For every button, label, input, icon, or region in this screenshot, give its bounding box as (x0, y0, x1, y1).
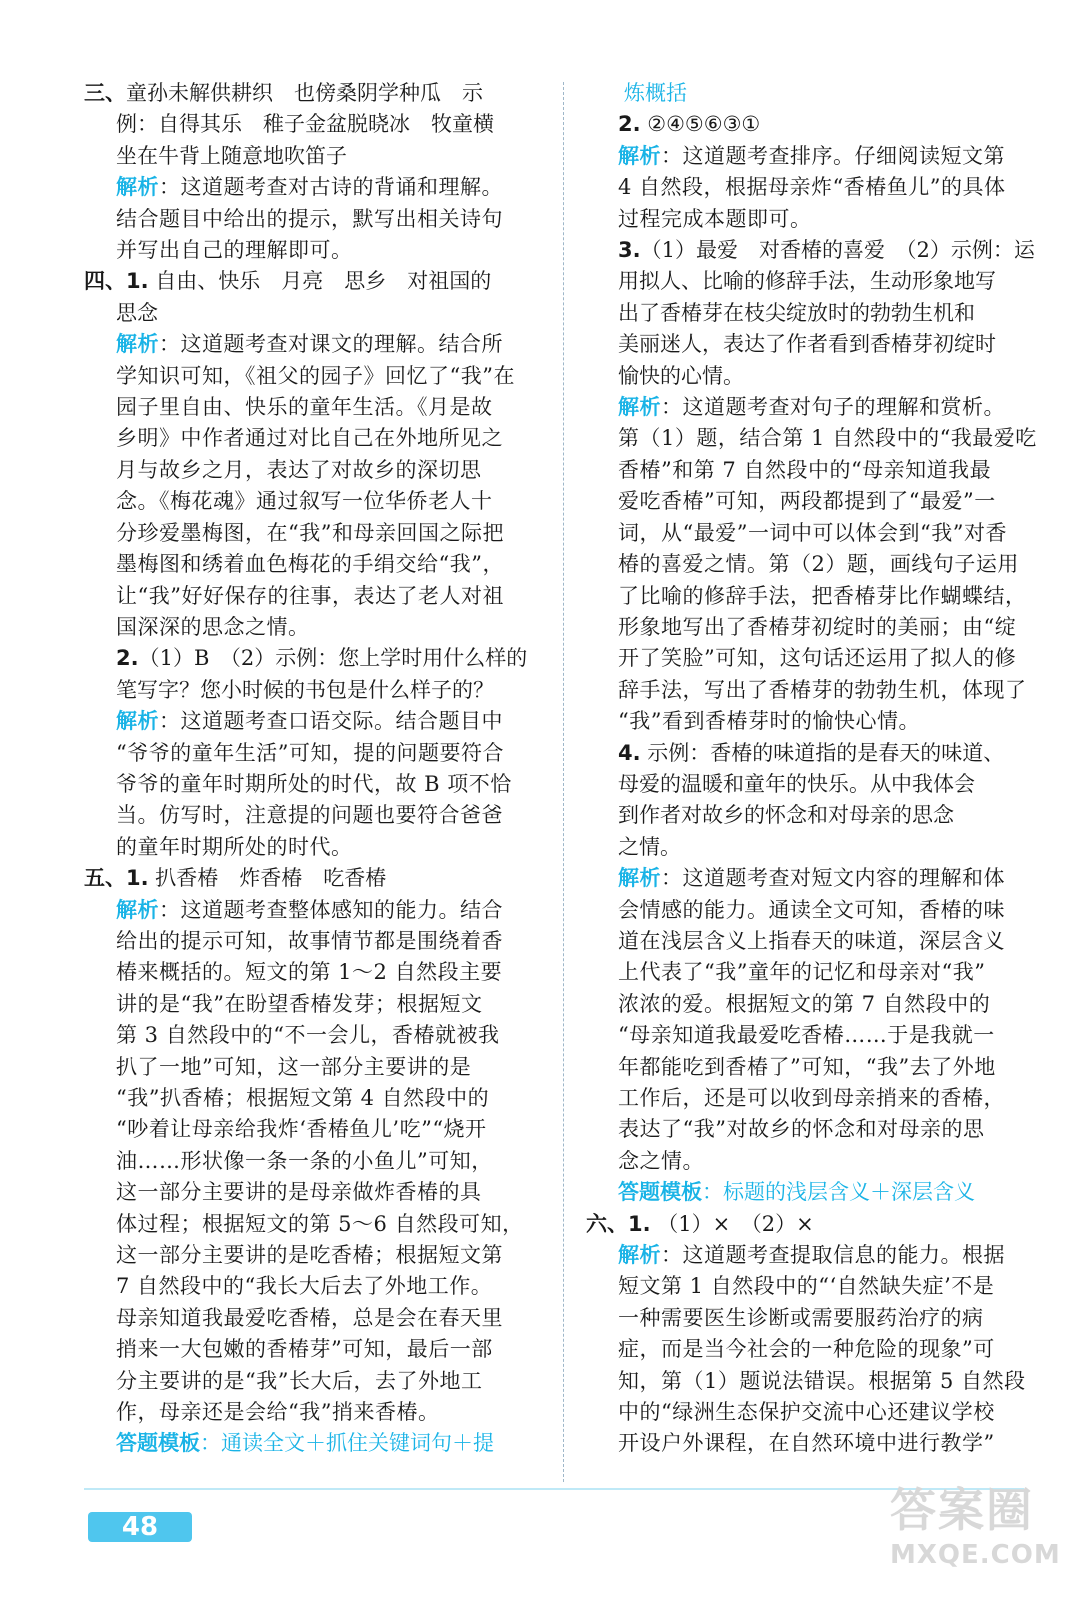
explanation: 解析：这道题考查排序。仔细阅读短文第 (618, 143, 1005, 168)
answer-text: 示例：香椿的味道指的是春天的味道、 (640, 740, 1005, 765)
explanation-line: 分主要讲的是“我”长大后，去了外地工 (116, 1368, 483, 1393)
explanation-line: 扒了一地”可知，这一部分主要讲的是 (116, 1054, 472, 1079)
question-number: 1. (126, 269, 149, 294)
explanation-line: 会情感的能力。通读全文可知，香椿的味 (618, 897, 1005, 922)
section-3-answer-line: 例：自得其乐 稚子金盆脱晓冰 牧童横 (116, 112, 494, 137)
explanation-line: 开设户外课程，在自然环境中进行教学” (618, 1431, 995, 1456)
explanation-line: 体过程；根据短文的第 5～6 自然段可知， (116, 1211, 524, 1236)
answer-text: 到作者对故乡的怀念和对母亲的思念 (618, 803, 954, 828)
watermark-url: MXQE.COM (890, 1540, 1061, 1570)
explanation-line: 浓浓的爱。根据短文的第 7 自然段中的 (618, 991, 991, 1016)
watermark-logo: 答案圈 (890, 1483, 1034, 1537)
section-6-number: 六、 (586, 1211, 628, 1236)
explanation-line: 过程完成本题即可。 (618, 206, 812, 231)
explanation-line: 第（1）题，结合第 1 自然段中的“我最爱吃 (618, 426, 1037, 451)
explanation-line: 作，母亲还是会给“我”捎来香椿。 (116, 1400, 440, 1425)
explanation-line: 辞手法，写出了香椿芽的勃勃生机，体现了 (618, 677, 1027, 702)
explanation-line: 知，第（1）题说法错误。根据第 5 自然段 (618, 1368, 1026, 1393)
answer-text: 愉快的心情。 (618, 363, 744, 388)
explanation-line: 让“我”好好保存的往事，表达了老人对祖 (116, 583, 504, 608)
explanation-line: 结合题目中给出的提示，默写出相关诗句 (116, 206, 503, 231)
explanation: 解析：这道题考查口语交际。结合题目中 (116, 709, 503, 734)
answer-text: 扒香椿 炸香椿 吃香椿 (148, 866, 387, 891)
explanation-line: 短文第 1 自然段中的“‘自然缺失症’不是 (618, 1274, 995, 1299)
column-divider (563, 82, 564, 1482)
question-number: 1. (126, 866, 149, 891)
answer-template-continued: 炼概括 (624, 81, 687, 105)
explanation-line: 词，从“最爱”一词中可以体会到“我”对香 (618, 520, 1007, 545)
answer-text: 自由、快乐 月亮 思乡 对祖国的 (148, 269, 492, 294)
section-5-number: 五、 (84, 866, 126, 891)
explanation-tag: 解析 (116, 709, 159, 734)
explanation-line: 工作后，还是可以收到母亲捎来的香椿， (618, 1086, 1005, 1110)
explanation-line: 学知识可知，《祖父的园子》回忆了“我”在 (116, 363, 515, 388)
answer-text: 笔写字？您小时候的书包是什么样子的？ (116, 677, 494, 702)
question-number: 4. (618, 740, 641, 765)
answer-text: （1）最爱 对香椿的喜爱 （2）示例：运 (640, 238, 1035, 263)
explanation-line: 并写出自己的理解即可。 (116, 238, 353, 263)
question-number: 2. (116, 646, 139, 671)
explanation-line: 椿来概括的。短文的第 1～2 自然段主要 (116, 960, 503, 985)
explanation-line: 园子里自由、快乐的童年生活。《月是故 (116, 395, 493, 420)
left-column (84, 78, 536, 1460)
explanation-line: 母亲知道我最爱吃香椿，总是会在春天里 (116, 1305, 503, 1330)
page-number: 48 (88, 1512, 192, 1542)
explanation-line: 道在浅层含义上指春天的味道，深层含义 (618, 928, 1005, 953)
explanation-line: 乡明》中作者通过对比自己在外地所见之 (116, 426, 503, 451)
explanation-line: 捎来一大包嫩的香椿芽”可知，最后一部 (116, 1337, 493, 1362)
template-tag: 答题模板 (116, 1431, 200, 1456)
explanation-tag: 解析 (618, 1243, 661, 1268)
explanation-line: 当。仿写时，注意提的问题也要符合爸爸 (116, 803, 503, 828)
answer-text: 思念 (116, 300, 158, 325)
question-number: 3. (618, 238, 641, 263)
section-3 (84, 78, 536, 266)
explanation-line: 中的“绿洲生态保护交流中心还建议学校 (618, 1400, 995, 1425)
template-tag: 答题模板 (618, 1180, 702, 1205)
answer-text: 出了香椿芽在枝尖绽放时的勃勃生机和 (618, 300, 975, 325)
answer-text: ②④⑤⑥③① (640, 112, 761, 137)
section-3-answer-line: 坐在牛背上随意地吹笛子 (116, 143, 347, 168)
footer-divider (84, 1488, 1024, 1490)
question-number: 1. (628, 1211, 651, 1236)
explanation-tag: 解析 (116, 175, 159, 200)
explanation-line: 表达了“我”对故乡的怀念和对母亲的思 (618, 1117, 985, 1142)
answer-text: （1）B （2）示例：您上学时用什么样的 (138, 646, 528, 671)
section-3-answer: 童孙未解供耕织 也傍桑阴学种瓜 示 (126, 81, 483, 105)
explanation-tag: 解析 (116, 332, 159, 357)
explanation-line: 念。《梅花魂》通过叙写一位华侨老人十 (116, 489, 493, 514)
explanation-line: “母亲知道我最爱吃香椿……于是我就一 (618, 1023, 995, 1048)
section-3-explanation: 解析：这道题考查对古诗的背诵和理解。 (116, 175, 503, 200)
explanation-line: “我”扒香椿；根据短文第 4 自然段中的 (116, 1086, 490, 1110)
explanation: 解析：这道题考查提取信息的能力。根据 (618, 1243, 1005, 1268)
explanation-line: 分珍爱墨梅图，在“我”和母亲回国之际把 (116, 520, 504, 545)
explanation-line: 墨梅图和绣着血色梅花的手绢交给“我”， (116, 552, 504, 577)
explanation: 解析：这道题考查对课文的理解。结合所 (116, 332, 503, 357)
explanation-line: 第 3 自然段中的“不一会儿，香椿就被我 (116, 1023, 500, 1048)
explanation-line: 的童年时期所处的时代。 (116, 834, 353, 859)
answer-template: 答题模板：标题的浅层含义＋深层含义 (618, 1180, 975, 1205)
section-5 (84, 863, 536, 1460)
explanation-line: 开了笑脸”可知，这句话还运用了拟人的修 (618, 646, 1017, 671)
answer-template: 答题模板：通读全文＋抓住关键词句＋提 (116, 1431, 494, 1456)
explanation-line: 这一部分主要讲的是母亲做炸香椿的具 (116, 1180, 482, 1205)
explanation-line: 上代表了“我”童年的记忆和母亲对“我” (618, 960, 986, 985)
explanation-line: 了比喻的修辞手法，把香椿芽比作蝴蝶结， (618, 583, 1027, 608)
explanation-line: 形象地写出了香椿芽初绽时的美丽；由“绽 (618, 614, 1017, 639)
explanation-line: 爷爷的童年时期所处的时代，故 B 项不恰 (116, 771, 512, 796)
section-4-number: 四、 (84, 269, 126, 294)
explanation-line: 症，而是当今社会的一种危险的现象”可 (618, 1337, 995, 1362)
explanation-tag: 解析 (618, 143, 661, 168)
explanation-line: 香椿”和第 7 自然段中的“母亲知道我最 (618, 457, 992, 482)
explanation-line: 这一部分主要讲的是吃香椿；根据短文第 (116, 1243, 503, 1268)
watermark (890, 1480, 1080, 1590)
explanation-line: 4 自然段，根据母亲炸“香椿鱼儿”的具体 (618, 175, 1006, 200)
explanation-line: 讲的是“我”在盼望香椿发芽；根据短文 (116, 991, 483, 1016)
explanation-line: 一种需要医生诊断或需要服药治疗的病 (618, 1305, 984, 1330)
section-4 (84, 266, 536, 863)
explanation: 解析：这道题考查对句子的理解和赏析。 (618, 395, 1005, 420)
explanation-line: 油……形状像一条一条的小鱼儿”可知， (116, 1148, 493, 1173)
explanation: 解析：这道题考查对短文内容的理解和体 (618, 866, 1005, 891)
answer-text: 用拟人、比喻的修辞手法，生动形象地写 (618, 269, 996, 294)
explanation-line: 爱吃香椿”可知，两段都提到了“最爱”一 (618, 489, 996, 514)
question-number: 2. (618, 112, 641, 137)
explanation-line: 念之情。 (618, 1148, 704, 1173)
explanation-line: 国深深的思念之情。 (116, 614, 310, 639)
explanation-line: “爷爷的童年生活”可知，提的问题要符合 (116, 740, 504, 765)
explanation-line: 给出的提示可知，故事情节都是围绕着香 (116, 928, 503, 953)
explanation-line: 年都能吃到香椿了”可知，“我”去了外地 (618, 1054, 996, 1079)
explanation-line: 椿的喜爱之情。第（2）题，画线句子运用 (618, 552, 1019, 577)
section-3-number: 三、 (84, 81, 126, 105)
explanation: 解析：这道题考查整体感知的能力。结合 (116, 897, 503, 922)
explanation-line: “我”看到香椿芽时的愉快心情。 (618, 709, 920, 734)
explanation-tag: 解析 (116, 897, 159, 922)
explanation-tag: 解析 (618, 866, 661, 891)
answer-text: （1）× （2）× (650, 1211, 814, 1236)
explanation-line: 月与故乡之月，表达了对故乡的深切思 (116, 457, 482, 482)
explanation-line: “吵着让母亲给我炸‘香椿鱼儿’吃”“烧开 (116, 1117, 487, 1142)
explanation-tag: 解析 (618, 395, 661, 420)
answer-text: 母爱的温暖和童年的快乐。从中我体会 (618, 771, 975, 796)
right-column (586, 78, 1044, 1460)
answer-text: 美丽迷人，表达了作者看到香椿芽初绽时 (618, 332, 996, 357)
answer-text: 之情。 (618, 834, 681, 859)
explanation-line: 7 自然段中的“我长大后去了外地工作。 (116, 1274, 493, 1299)
